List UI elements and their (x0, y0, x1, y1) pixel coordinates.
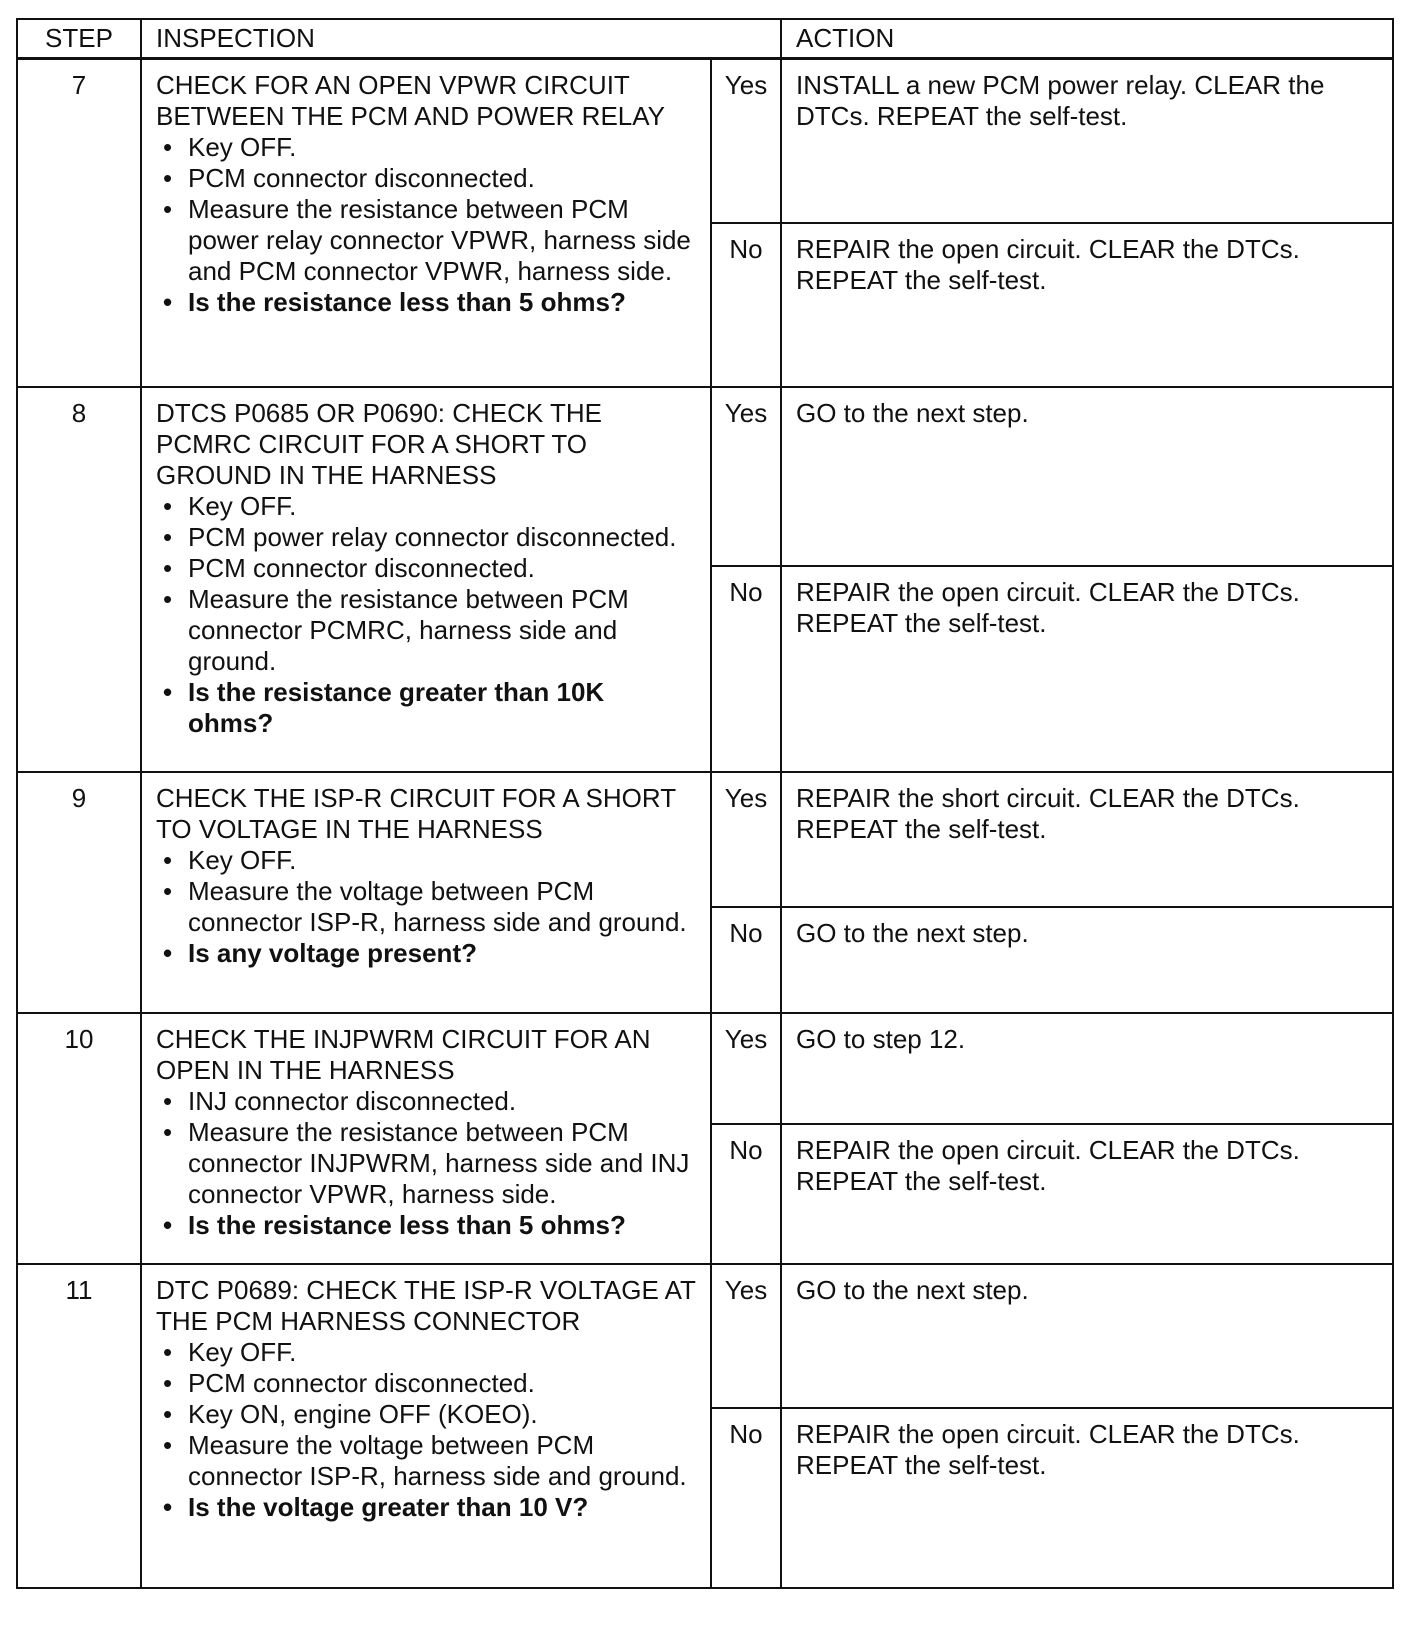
header-inspection: INSPECTION (141, 19, 781, 59)
inspection-question: • Is the resistance greater than 10K ohms? (156, 677, 696, 739)
step-row-yes (17, 772, 1393, 907)
inspection-bullets (156, 845, 696, 969)
no-label: No (711, 223, 781, 387)
step-7-group (17, 59, 1393, 387)
inspection-cell (141, 772, 711, 1013)
bullet-item: • Measure the resistance between PCM connector PCMRC, harness side and ground. (156, 584, 696, 677)
inspection-title: CHECK THE ISP-R CIRCUIT FOR A SHORT TO VOLTAGE IN THE HARNESS (156, 782, 676, 844)
inspection-cell (141, 1013, 711, 1264)
inspection-bullets (156, 1337, 696, 1523)
step-9-group (17, 772, 1393, 1013)
bullet-item: • Measure the voltage between PCM connector ISP-R, harness side and ground. (156, 1430, 696, 1492)
yes-action: GO to the next step. (781, 1264, 1393, 1408)
inspection-cell (141, 387, 711, 772)
yes-label: Yes (711, 772, 781, 907)
step-row-yes (17, 387, 1393, 566)
bullet-item: • Key OFF. (156, 491, 696, 522)
step-number: 11 (17, 1264, 141, 1588)
yes-label: Yes (711, 59, 781, 223)
inspection-title: CHECK FOR AN OPEN VPWR CIRCUIT BETWEEN THE PCM AND POWER RELAY (156, 70, 666, 131)
step-11-group (17, 1264, 1393, 1588)
yes-action: INSTALL a new PCM power relay. CLEAR the DTCs. REPEAT the self-test. (781, 59, 1393, 223)
inspection-question: • Is the voltage greater than 10 V? (156, 1492, 696, 1523)
step-8-group (17, 387, 1393, 772)
inspection-title: DTCS P0685 OR P0690: CHECK THE PCMRC CIRCUIT FOR A SHORT TO GROUND IN THE HARNESS (156, 397, 603, 490)
no-action: REPAIR the open circuit. CLEAR the DTCs. REPEAT the self-test. (781, 223, 1393, 387)
inspection-title: CHECK THE INJPWRM CIRCUIT FOR AN OPEN IN THE HARNESS (156, 1023, 651, 1085)
bullet-item: • PCM connector disconnected. (156, 1368, 696, 1399)
bullet-item: • Key OFF. (156, 845, 696, 876)
bullet-item: • INJ connector disconnected. (156, 1086, 696, 1117)
yes-action: GO to step 12. (781, 1013, 1393, 1124)
header-step: STEP (17, 19, 141, 59)
inspection-bullets (156, 491, 696, 739)
inspection-cell (141, 1264, 711, 1588)
inspection-bullets (156, 132, 696, 318)
step-number: 7 (17, 59, 141, 387)
yes-label: Yes (711, 1264, 781, 1408)
inspection-question: • Is the resistance less than 5 ohms? (156, 1210, 696, 1241)
no-label: No (711, 907, 781, 1013)
step-row-yes (17, 1013, 1393, 1124)
no-action: REPAIR the open circuit. CLEAR the DTCs. REPEAT the self-test. (781, 1124, 1393, 1264)
bullet-item: • Key OFF. (156, 1337, 696, 1368)
yes-label: Yes (711, 387, 781, 566)
no-action: GO to the next step. (781, 907, 1393, 1013)
bullet-item: • Measure the voltage between PCM connector ISP-R, harness side and ground. (156, 876, 696, 938)
header-row (17, 19, 1393, 59)
yes-label: Yes (711, 1013, 781, 1124)
step-10-group (17, 1013, 1393, 1264)
no-label: No (711, 566, 781, 772)
bullet-item: • Key ON, engine OFF (KOEO). (156, 1399, 696, 1430)
no-label: No (711, 1408, 781, 1588)
bullet-item: • Measure the resistance between PCM power relay connector VPWR, harness side and PCM connector VPWR, harness side. (156, 194, 696, 287)
no-action: REPAIR the open circuit. CLEAR the DTCs. REPEAT the self-test. (781, 566, 1393, 772)
yes-action: REPAIR the short circuit. CLEAR the DTCs. REPEAT the self-test. (781, 772, 1393, 907)
no-label: No (711, 1124, 781, 1264)
inspection-cell (141, 59, 711, 387)
step-number: 8 (17, 387, 141, 772)
header-action: ACTION (781, 19, 1393, 59)
inspection-question: • Is the resistance less than 5 ohms? (156, 287, 696, 318)
no-action: REPAIR the open circuit. CLEAR the DTCs. REPEAT the self-test. (781, 1408, 1393, 1588)
diagnostic-table (16, 18, 1394, 1589)
bullet-item: • PCM connector disconnected. (156, 163, 696, 194)
step-number: 10 (17, 1013, 141, 1264)
step-number: 9 (17, 772, 141, 1013)
yes-action: GO to the next step. (781, 387, 1393, 566)
step-row-yes (17, 1264, 1393, 1408)
bullet-item: • Key OFF. (156, 132, 696, 163)
inspection-question: • Is any voltage present? (156, 938, 696, 969)
inspection-bullets (156, 1086, 696, 1241)
step-row-yes (17, 59, 1393, 223)
bullet-item: • PCM connector disconnected. (156, 553, 696, 584)
inspection-title: DTC P0689: CHECK THE ISP-R VOLTAGE AT THE PCM HARNESS CONNECTOR (156, 1274, 696, 1336)
bullet-item: • PCM power relay connector disconnected. (156, 522, 696, 553)
bullet-item: • Measure the resistance between PCM connector INJPWRM, harness side and INJ connector VPWR, harness side. (156, 1117, 696, 1210)
